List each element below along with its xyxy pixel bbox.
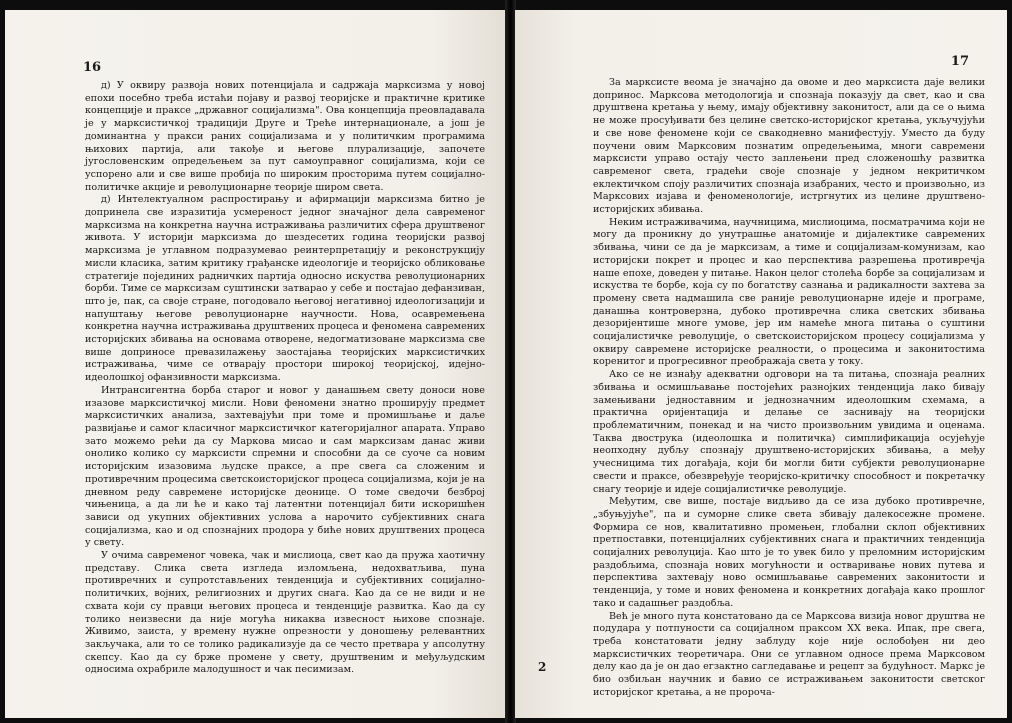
paragraph: За марксисте веома је значајно да овоме и део марксиста даје велики допринос. Марксова методологија и спознаја показују да свет, као и сва друштвена кретања у њему, имају објективну законитост, али да се о њима не може просуђивати без целине светско-историјског кретања, укључујући и све нове феномене који се свакодневно манифестују. Уместо да буду поучени овим Марксовим познатим опредељењима, многи савремени марксисти управо остају често заплењени пред сложеношћу развитка савременог света, градећи своје спознаје у једном некритичком еклектичком споју различитих спознаја изабраних, често и произвољно, из Марксових изјава и феноменологије, истргнутих из целине друштвено-историјских збивања. xyxy=(593,77,985,216)
left-page xyxy=(5,10,506,718)
paragraph: д) У оквиру развоја нових потенцијала и садржаја марксизма у новој епохи посебно треба истаћи појаву и развој теоријске и практичне критике концепције и праксе „државног социјализма". Ова концепција преовладавала је у марксистичкој традицији Друге и Треће интернационале, а још је доминантна у пракси раних социјализама и у политичким програмима њихових партија, али такође и његове плурализације, започете југословенским опредељењем за пут самоуправног социјализма, који се успорено али и све више пробија по широким просторима путем социјално-политичке акције и револуционарне теорије широм света. xyxy=(85,80,485,193)
paragraph: д) Интелектуалном распростирању и афирмацији марксизма битно је допринела све изразитија усмереност једног значајног дела савременог марксизма на конкретна научна истраживања различитих сфера друштвеног живота. У историји марксизма до шездесетих година теоријски развој марксизма је углавном подразумевао реинтерпретацију и реконструкцију мисли класика, затим критику грађанске идеологије и теоријско обликовање стратегије појединих радничких партија односно искуства револуционарних борби. Тиме се марксизам суштински затварао у себе и постајао дефанзиван, што је, пак, са своје стране, погодовало његовој негативној идеологизацији и напуштању његове револуционарне научности. Нова, осавремењена конкретна научна истраживања друштвених процеса и феномена савремених историјских збивања на основама отворене, недогматизоване марксизма све више доприносе превазилажењу заостајања теоријских марксистичких истраживања, чиме се отварају простори широкој теоријској, идејно-идеолошкој офанзивности марксизма. xyxy=(85,194,485,384)
paragraph: Неким истраживачима, научницима, мислиоцима, посматрачима који не могу да проникну до унутрашње анатомије и дијалектике савремених збивања, чини се да је марксизам, а тиме и социјализам-комунизам, као историјски покрет и процес и као перспектива разрешења противречја наше епохе, доведен у питање. Након целог столећа борбе за социјализам и искуства те борбе, која су по богатству сазнања и радикалности захтева за промену света надмашила све раније револуционарне идеје и програме, данашња контроверзна, дубоко противречна слика светских збивања дезоријентише многе умове, јер им намеће многа питања о суштини социјалистичке револуције, о светскоисторијском процесу социјализма у оквиру савремене историјске реалности, о процесима и законитостима коренитог и прогресивног преображаја света у току. xyxy=(593,216,985,368)
paragraph: Интрансигентна борба старог и новог у данашњем свету доноси нове изазове марксистичкој мисли. Нови феномени знатно проширују предмет марксистичких анализа, захтевајући при томе и промишљање и даље развијање и самог класичног марксистичког категоријалног апарата. Управо зато можемо рећи да су Маркова мисао и сам марксизам данас живи онолико колико су марксисти спремни и способни да се суоче са новим историјским изазовима људске праксе, а пре свега са сложеним и противречним процесима светскоисторијског процеса социјализма, који је на дневном реду савремене историјске деонице. О томе сведочи безброј чињеница, а да ли ће и како тај латентни потенцијал бити искоришћен зависи од укупних објективних услова а нарочито субјективних снага социјализма, као и од спознајних продора у биће нових друштвених процеса у свету. xyxy=(85,384,485,549)
page-number-left: 16 xyxy=(83,60,102,75)
paragraph: Ако се не изнађу адекватни одговори на та питања, спознаја реалних збивања и осмишљавање постојећих разнојких тенденција лако бивају замењивани једноставним и једнозначним идеолошким схемама, а практична оријентација и делање се заснивају на теоријски проблематичним, понекад и на чисто произвољним увидима и оценама. Таква двострука (идеолошка и политичка) симплификација осујећује неопходну дубљу спознају друштвено-историјских збивања, а међу учесницима тих догађаја, који би могли бити субјекти револуционарне свести и праксе, обезвређује теоријско-критичку способност и покретачку снагу теорије и идеје социјалистичке револуције. xyxy=(593,369,985,495)
page-number-right: 17 xyxy=(950,54,969,69)
left-text-column xyxy=(85,80,485,676)
right-page xyxy=(515,10,1007,718)
paragraph: Већ је много пута констатовано да се Марксова визија новог друштва не подудара у потпуности са социјалном праксом XX века. Ипак, пре свега, треба констатовати једну заблуду које није ослобођен ни део марксистичких теоретичара. Они се углавном односе према Марксовом делу као да је он дао егзактно сагледавање и рецепт за будућност. Маркс је био озбиљан научник и бавио се истраживањем законитости светског историјског кретања, а не пророча- xyxy=(593,610,985,698)
paragraph: Међутим, све више, постаје видљиво да се иза дубоко противречне, „збуњујуће", па и суморне слике света збивају далекосежне промене. Формира се нов, квалитативно промењен, глобални склоп објективних претпоставки, потенцијалних субјективних снага и практичних тенденција социјалних револуција. Као што је то увек било у преломним историјским раздобљима, спознаја нових могућности и остваривање нових путева и перспектива захтевају ново осмишљавање савремених законитости и тенденција, у томе и нових феномена и конкретних догађаја како прошлог тако и садашњег раздобља. xyxy=(593,496,985,609)
signature-mark: 2 xyxy=(538,660,547,674)
right-text-column xyxy=(593,77,985,698)
paragraph: У очима савременог човека, чак и мислиоца, свет као да пружа хаотичну представу. Слика света изгледа изломљена, недохватљива, пуна противречних и супротстављених тенденција и субјективних социјално-политичких, војних, религиозних и других снага. Као да се не види и не схвата који су правци његових процеса и тенденције развитка. Као да су толико неизвесни да није могућа никаква извесност њихове спознаје. Живимо, заиста, у времену нужне опрезности у доношењу релевантних закључака, али то се толико радикализује да се често претвара у апсолутну скепсу. Као да су брже промене у свету, друштвеним и међуљудским односима охрабриле малодушност и чак песимизам. xyxy=(85,550,485,676)
